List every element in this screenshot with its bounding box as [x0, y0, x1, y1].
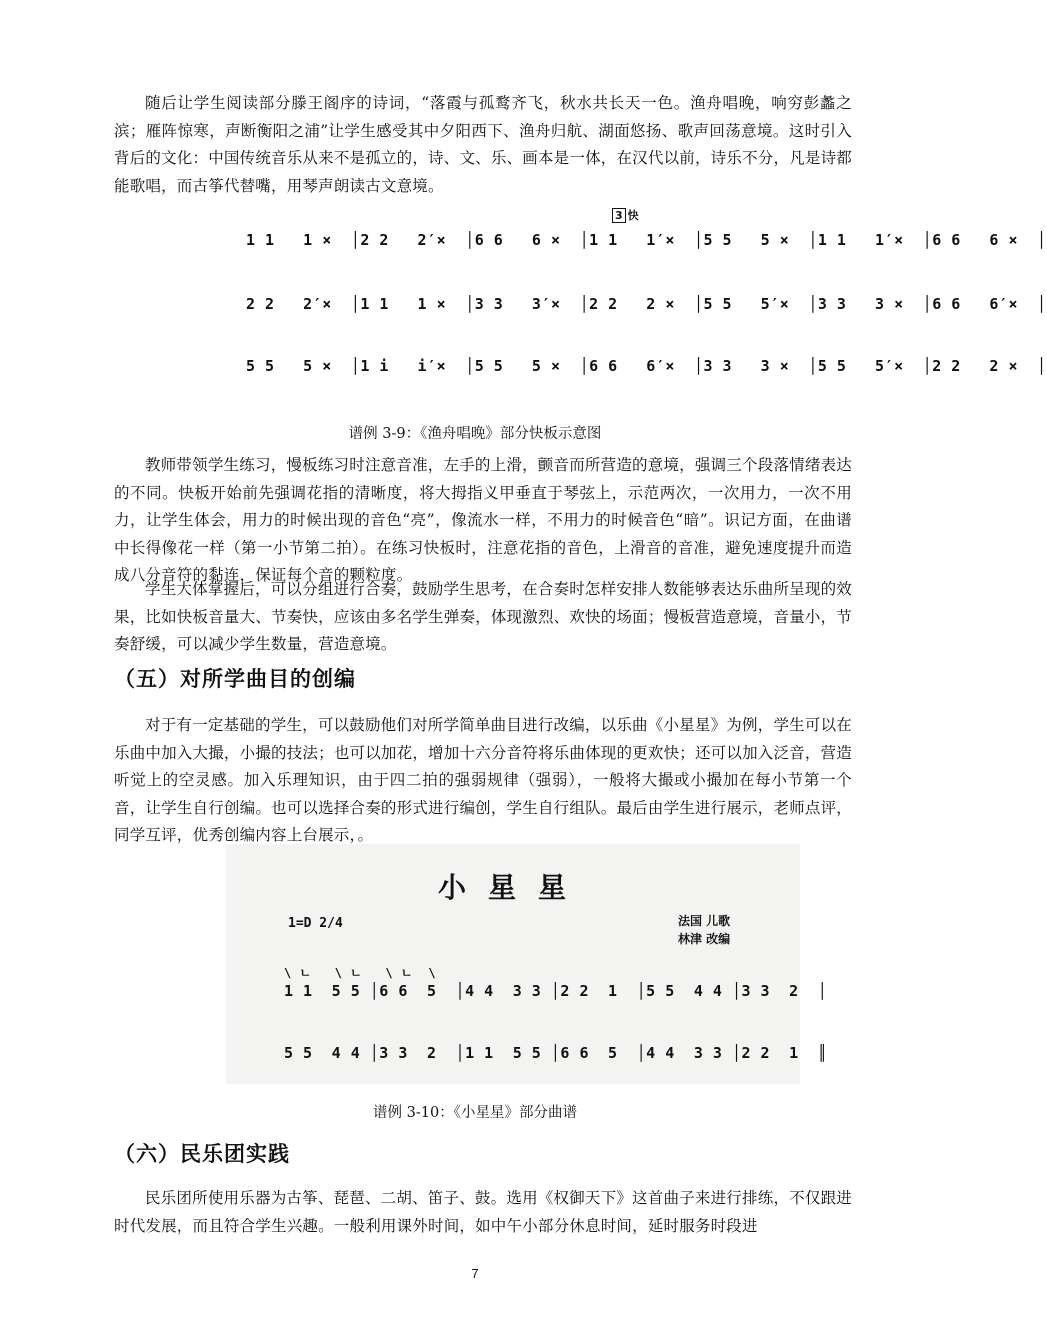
heading-section-6: （六）民乐团实践: [114, 1142, 290, 1166]
score-row-3: 5 5 5 × │1 i i′× │5 5 5 × │6 6 6′× │3 3 3 × │5 5 5′× │2 2 2 × │: [246, 357, 1047, 375]
caption-score-3-9: 谱例 3-9：《渔舟唱晚》部分快板示意图: [348, 426, 602, 442]
paragraph-orchestra: 民乐团所使用乐器为古筝、琵琶、二胡、笛子、鼓。选用《权御天下》这首曲子来进行排练，不仅跟进时代发展，而且符合学生兴趣。一般利用课外时间，如中午小部分休息时间，延时服务时段进: [114, 1189, 852, 1235]
score-little-star: [226, 844, 828, 1084]
caption-score-3-10: 谱例 3-10：《小星星》部分曲谱: [373, 1105, 577, 1121]
score-credit-origin: 法国 儿歌: [678, 914, 731, 928]
tempo-text: 快: [627, 209, 639, 222]
technique-marks: \ ㄴ \ ㄴ \ ㄴ \: [284, 966, 437, 980]
tempo-marker: [612, 207, 639, 223]
paragraph-practice: 教师带领学生练习，慢板练习时注意音准，左手的上滑，颤音而所营造的意境，强调三个段落情绪表达的不同。快板开始前先强调花指的清晰度，将大拇指义甲垂直于琴弦上，示范两次，一次用力，一次不用力，让学生体会，用力的时候出现的音色“亮”，像流水一样，不用力的时候音色“暗”。识记方面，在曲谱中长得像花一样（第一小节第二拍）。在练习快板时，注意花指的音色，上滑音的音准，避免速度提升而造成八分音符的黏连，保证每个音的颗粒度。: [114, 456, 852, 584]
score-yuzhou-changwan: [246, 207, 1047, 387]
paragraph-poem-context: 随后让学生阅读部分滕王阁序的诗词，“落霞与孤鹜齐飞，秋水共长天一色。渔舟唱晚，响穷彭蠡之滨；雁阵惊寒，声断衡阳之浦”让学生感受其中夕阳西下、渔舟归航、湖面悠扬、歌声回荡意境。这时引入背后的文化：中国传统音乐从来不是孤立的，诗、文、乐、画本是一体，在汉代以前，诗乐不分，凡是诗都能歌唱，而古筝代替嘴，用琴声朗读古文意境。: [114, 94, 852, 195]
page-number: 7: [471, 1266, 479, 1281]
paragraph-arrangement: 对于有一定基础的学生，可以鼓励他们对所学简单曲目进行改编，以乐曲《小星星》为例，学生可以在乐曲中加入大撮，小撮的技法；也可以加花，增加十六分音符将乐曲体现的更欢快；还可以加入泛音，营造听觉上的空灵感。加入乐理知识，由于四二拍的强弱规律（强弱），一般将大撮或小撮加在每小节第一个音，让学生自行创编。也可以选择合奏的形式进行编创，学生自行组队。最后由学生进行展示，老师点评，同学互评，优秀创编内容上台展示，。: [114, 716, 852, 844]
score-credit-arranger: 林津 改编: [678, 932, 731, 946]
paragraph-ensemble: 学生大体掌握后，可以分组进行合奏，鼓励学生思考，在合奏时怎样安排人数能够表达乐曲所呈现的效果，比如快板音量大、节奏快，应该由多名学生弹奏，体现激烈、欢快的场面；慢板营造意境，音量小，节奏舒缓，可以减少学生数量，营造意境。: [114, 580, 852, 653]
heading-section-5: （五）对所学曲目的创编: [114, 667, 356, 691]
score-row-2: 2 2 2′× │1 1 1 × │3 3 3′× │2 2 2 × │5 5 5′× │3 3 3 × │6 6 6′× │: [246, 295, 1047, 313]
score-row-1: 1 1 1 × │2 2 2′× │6 6 6 × │1 1 1′× │5 5 5 × │1 1 1′× │6 6 6 × │: [246, 231, 1047, 249]
score-row-1: 1 1 5 5 │6 6 5 │4 4 3 3 │2 2 1 │5 5 4 4 │3 3 2 │: [284, 982, 828, 1000]
score-row-2: 5 5 4 4 │3 3 2 │1 1 5 5 │6 6 5 │4 4 3 3 │2 2 1 ║: [284, 1044, 828, 1062]
score-title: 小星星: [437, 871, 588, 904]
score-key: 1=D 2/4: [288, 916, 343, 931]
section-number-box: 3: [612, 208, 626, 223]
